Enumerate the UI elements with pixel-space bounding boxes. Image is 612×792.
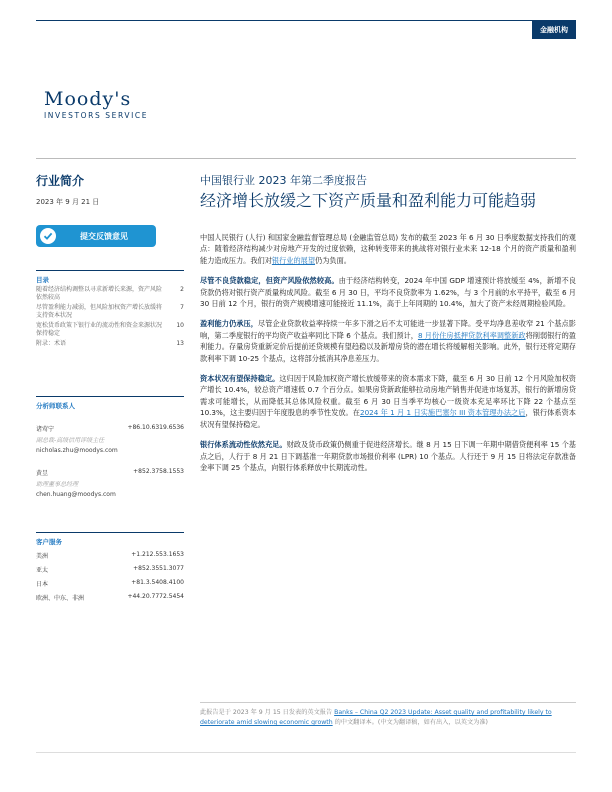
feedback-button[interactable]: [36, 225, 156, 247]
analyst-name: 诸莺宁: [36, 426, 55, 433]
analyst-role: 副总裁-高级信用评级主任: [36, 437, 105, 444]
category-tag: 金融机构: [532, 21, 576, 39]
analyst-email[interactable]: nicholas.zhu@moodys.com: [36, 447, 118, 454]
analyst-contacts: [36, 396, 184, 498]
toc-item-title: 附录：术语: [36, 340, 67, 347]
logo-wordmark: Moody's: [44, 88, 132, 110]
profitability-paragraph: 盈利能力仍承压，尽管企业贷款收益率持续一年多下滑之后不太可能进一步显著下降。受平均净息差收窄 21 个基点影响，第二季度银行的平均资产收益率同比下降 6 个基点。我们预计，8 月份住房抵押贷款利率调整新政将削弱银行的盈利能力。存量房贷重新定价后提前还贷规模有望趋稳以及新增房贷的潜在增长将缓解相关影响。此外，银行还将定期存款利率下调 10-25 个基点，这将部分抵消其净息差压力。: [200, 319, 576, 363]
toc-item-page: 2: [180, 286, 184, 293]
left-column-header: [36, 172, 184, 247]
analysts-heading: 分析师联系人: [36, 402, 75, 410]
translation-note: 此报告是于 2023 年 9 月 15 日发表的英文报告 Banks – China Q2 2023 Update: Asset quality and profitability likely to deteriorate amid slowing economic growth 的中文翻译本。(中文为翻译稿，如有出入，以英文为准): [200, 702, 576, 728]
toc-item-page: 7: [180, 304, 184, 311]
toc-item[interactable]: [36, 286, 184, 302]
main-content: [200, 172, 576, 482]
service-heading: 客户服务: [36, 538, 62, 546]
report-subtitle: 中国银行业 2023 年第二季度报告: [200, 174, 367, 187]
service-region: 欧洲、中东、非洲: [36, 595, 85, 602]
toc-item[interactable]: [36, 322, 184, 338]
client-service: [36, 532, 184, 602]
mortgage-policy-link[interactable]: 8 月份住房抵押贷款利率调整新政: [417, 330, 526, 340]
toc-item-title: 宽松货币政策下银行业的流动性和资金来源状况保持稳定: [36, 322, 163, 337]
table-of-contents: [36, 270, 184, 348]
check-icon: [40, 228, 56, 244]
toc-heading: 目录: [36, 276, 49, 284]
report-title: 经济增长放缓之下资产质量和盈利能力可能趋弱: [200, 191, 537, 210]
feedback-label: 提交反馈意见: [80, 231, 128, 241]
toc-item[interactable]: [36, 340, 184, 348]
service-row: [36, 565, 184, 574]
toc-item-title: 随着经济结构调整以寻求新增长来源，资产风险依然较高: [36, 286, 163, 301]
service-row: [36, 579, 184, 588]
service-region: 亚太: [36, 567, 49, 574]
publish-date: 2023 年 9 月 21 日: [36, 198, 100, 206]
moodys-logo: [44, 88, 148, 120]
sector-label: 行业简介: [36, 174, 85, 188]
paragraph-lead: 盈利能力仍承压，: [200, 319, 258, 329]
paragraph-lead: 银行体系流动性依然充足。: [200, 440, 287, 450]
footer-divider: [36, 752, 576, 753]
intro-paragraph: 中国人民银行 (人行) 和国家金融监督管理总局 (金融监管总局) 发布的截至 2023 年 6 月 30 日季度数据支持我们的观点：随着经济结构减少对房地产开发的过度依赖，这种转变带来的挑战将对银行业未来 12-18 个月的资产质量和盈利能力造成压力。我们对银行业的展望仍为负面。: [200, 233, 576, 265]
asset-risk-paragraph: 尽管不良贷款稳定，但资产风险依然较高。由于经济结构转变，2024 年中国 GDP 增速预计将放缓至 4%，新增不良贷款仍将对银行资产质量构成风险。截至 6 月 30 日，平均不良贷款率为 1.62%，与 3 个月前的水平持平，截至 6 月 30 日前 12 个月，银行的资产规模增速可能接近 11.1%，高于上年同期的 10.4%，加大了资产未经周期检验风险。: [200, 276, 576, 309]
analyst-entry: [36, 468, 184, 498]
service-phone: +1.212.553.1653: [131, 551, 184, 558]
top-bar: [36, 20, 576, 42]
header-divider: [36, 158, 576, 159]
basel-link[interactable]: 2024 年 1 月 1 日实施巴塞尔 III 资本管理办法之后: [360, 408, 526, 418]
analyst-role: 助理董事总经理: [36, 481, 79, 488]
service-phone: +44.20.7772.5454: [127, 593, 184, 600]
paragraph-lead: 尽管不良贷款稳定，但资产风险依然较高。: [200, 276, 339, 286]
outlook-link[interactable]: 银行业的展望: [271, 255, 316, 265]
service-phone: +81.3.5408.4100: [131, 579, 184, 586]
analyst-phone: +86.10.6319.6536: [127, 424, 184, 431]
paragraph-lead: 资本状况有望保持稳定。: [200, 374, 280, 384]
toc-item-page: 10: [176, 322, 184, 329]
service-row: [36, 593, 184, 602]
analyst-email[interactable]: chen.huang@moodys.com: [36, 491, 116, 498]
english-report-link[interactable]: Banks – China Q2 2023 Update: Asset quality and profitability likely to deteriorate amid slowing economic growth: [200, 709, 552, 726]
analyst-name: 黄昱: [36, 470, 49, 477]
service-phone: +852.3551.3077: [133, 565, 184, 572]
logo-subtitle: INVESTORS SERVICE: [44, 111, 149, 120]
service-region: 日本: [36, 581, 49, 588]
analyst-phone: +852.3758.1553: [133, 468, 184, 475]
toc-item-title: 尽管盈利能力减弱，但风险加权资产增长放缓将支持资本状况: [36, 304, 163, 319]
toc-item-page: 13: [176, 340, 184, 347]
service-region: 美洲: [36, 553, 49, 560]
service-row: [36, 551, 184, 560]
toc-item[interactable]: [36, 304, 184, 320]
capital-paragraph: 资本状况有望保持稳定。这归因于风险加权资产增长放缓带来的资本需求下降，截至 6 月 30 日前 12 个月风险加权资产增长 10.4%，较总资产增速低 0.7 个百分点。如果房贷新政能够拉动房地产销售并促进市场复苏，银行的新增房贷需求可能增长，从而降低其总体风险权重。截至 6 月 30 日当季平均核心一级资本充足率环比下降 22 个基点至 10.3%，这主要归因于年度股息的季节性发放。在2024 年 1 月 1 日实施巴塞尔 III 资本管理办法之后，银行体系资本状况有望保持稳定。: [200, 374, 576, 429]
liquidity-paragraph: 银行体系流动性依然充足。财政及货币政策仍侧重于促进经济增长。继 8 月 15 日下调一年期中期借贷便利率 15 个基点之后，人行于 8 月 21 日下调基准一年期贷款市场报价利率 (LPR) 10 个基点。人行还于 9 月 15 日将法定存款准备金率下调 25 个基点，向银行体系释放中长期流动性。: [200, 440, 576, 472]
analyst-entry: [36, 424, 184, 454]
